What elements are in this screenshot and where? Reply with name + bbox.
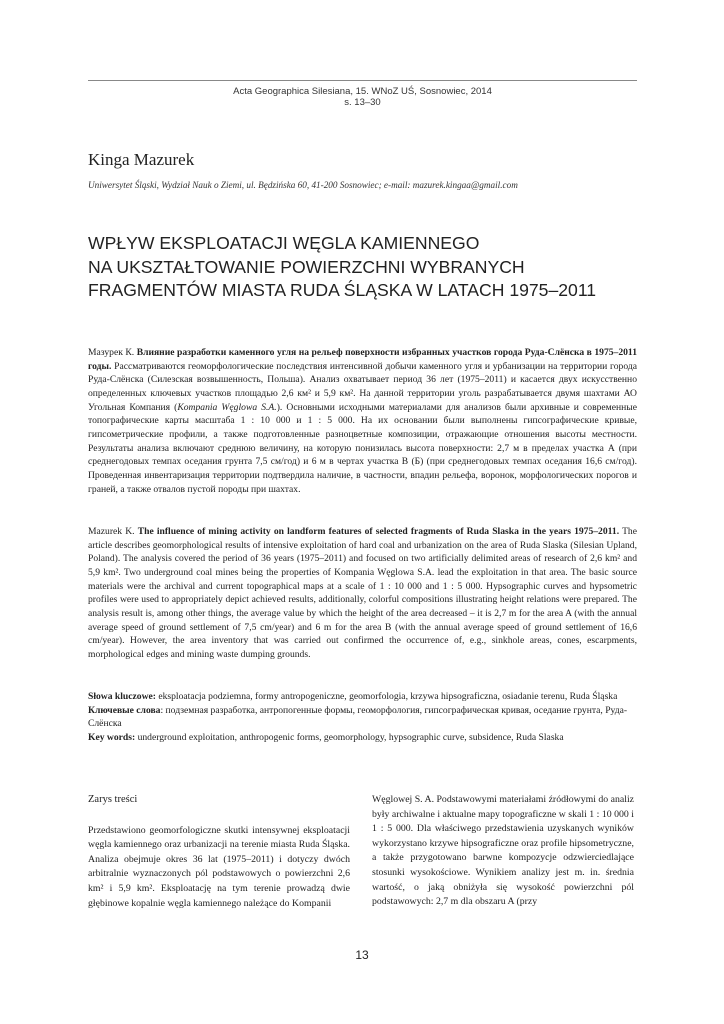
journal-name: Acta Geographica Silesiana, 15. WNoZ UŚ, Sosnowiec, 2014 bbox=[233, 86, 492, 97]
keywords-text: eksploatacja podziemna, formy antropogeniczne, geomorfologia, krzywa hipsograficzna, osiadanie terenu, Ruda Śląska bbox=[155, 691, 618, 702]
author-name: Kinga Mazurek bbox=[88, 150, 195, 169]
body-paragraph: Węglowej S. A. Podstawowymi materiałami źródłowymi do analiz były archiwalne i aktualne mapy topograficzne w skali 1 : 10 000 i 1 : 5 000. Dla właściwego przedstawienia uzyskanych wyników wykorzystano krzywe hipsograficzne oraz profile hipsometryczne, a także przygotowano barwne kompozycje odzwierciedlające stosunki wysokościowe. Wynikiem analizy jest m. in. średnia wartość, o jaką obniżyła się wysokość powierzchni pól podstawowych: 2,7 m dla obszaru A (przy bbox=[372, 794, 635, 908]
section-heading: Zarys treści bbox=[88, 794, 138, 805]
abstract-ru-text-cont: ). Основными исходными материалами для анализов были архивные и современные топографические карты масштаба 1 : 10 000 и 1 : 5 000. На их основании были выполнены гипсографические кривые, гипсометрические профили, а также подготовленные разноцветные композиции, отражающие отношения высоты местности. Результаты анализа включают среднюю величину, на которую понизилась высота поверхности: 2,7 м в пределах участка А (при среднегодовых темпах оседания грунта 7,5 см/год) и 6 м в чертах участка В (Б) (при среднегодовых темпах оседания 16,6 см/год). Проведенная инвентаризация территории подтвердила наличие, в частности, впадин рельефа, воронок, морфологических порогов и граней, а также отвалов пустой породы при шахтах. bbox=[88, 401, 637, 495]
abstract-english bbox=[88, 525, 637, 662]
journal-header bbox=[88, 86, 637, 108]
title-line: NA UKSZTAŁTOWANIE POWIERZCHNI WYBRANYCH bbox=[88, 256, 525, 277]
page-range: s. 13–30 bbox=[344, 97, 381, 108]
abstract-russian bbox=[88, 346, 637, 496]
abstract-ru-author: Мазурек К. bbox=[88, 347, 137, 358]
article-title bbox=[88, 232, 648, 303]
body-column-right bbox=[372, 793, 634, 910]
keywords-text: : подземная разработка, антропогенные формы, геоморфология, гипсографическая кривая, оседание грунта, Руда-Слёнска bbox=[88, 704, 628, 730]
abstract-en-title: The influence of mining activity on landform features of selected fragments of Ruda Slaska in the years 1975–2011. bbox=[137, 526, 620, 537]
keywords-block bbox=[88, 690, 637, 745]
title-line: FRAGMENTÓW MIASTA RUDA ŚLĄSKA W LATACH 1975–2011 bbox=[88, 280, 597, 300]
keywords-polish bbox=[88, 690, 637, 704]
page-number: 13 bbox=[355, 948, 369, 962]
body-paragraph: Przedstawiono geomorfologiczne skutki intensywnej eksploatacji węgla kamiennego oraz urbanizacji na terenie miasta Ruda Śląska. Analiza obejmuje okres 36 lat (1975–2011) i dotyczy dwóch arbitralnie wyznaczonych pól podstawowych o powierzchni 2,6 km² i 5,9 km². Eksploatację na tym terenie prowadzą dwie głębinowe kopalnie węgla kamiennego należące do Kompanii bbox=[88, 824, 350, 909]
abstract-en-author: Mazurek K. bbox=[88, 526, 138, 537]
company-name: Kompania Węglowa S.A. bbox=[177, 401, 277, 413]
abstract-en-text: The article describes geomorphological results of intensive exploitation of hard coal and urbanization on the area of Ruda Slaska (Silesian Upland, Poland). The analysis covered the period of 36 years (1975–2011) and focused on two artificially delimited areas of research of 2,6 km² and 5,9 km². Two underground coal mines being the properties of Kompania Węglowa S.A. lead the exploitation in that area. The basic source materials were the archival and current topographical maps at a scale of 1 : 10 000 and 1 : 5 000. Hypsographic curves and hypsometric profiles were used to appropriately depict achieved results, additionally, colorful compositions illustrating height relations were prepared. The analysis result is, among other things, the average value by which the height of the area decreased – it is 2,7 m for the area A (with the annual average speed of ground settlement of 7,5 cm/year) and 6 m for the area B (with the annual average speed of ground settlement of 16,6 cm/year). However, the area inventory that was carried out confirmed the occurrence of, e.g., sinkhole areas, cones, escarpments, morphological edges and mining waste dumping grounds. bbox=[88, 526, 637, 660]
body-column-left bbox=[88, 793, 350, 911]
keywords-label: Key words: bbox=[88, 732, 136, 744]
keywords-russian bbox=[88, 704, 637, 731]
abstract-ru-text: Рассматриваются геоморфологические последствия интенсивной добычи каменного угля и урбанизации на территории города Руда-Слёнска (Силезская возвышенность, Польша). Анализ охватывает период 36 лет (1975–2011) и касается двух искусственно определенных ключевых участков площадью 2,6 км² и 5,9 км². На данной территории уголь разрабатывается двумя шахтами АО Угольная Компания ( bbox=[88, 360, 637, 413]
author-affiliation: Uniwersytet Śląski, Wydział Nauk o Ziemi, ul. Będzińska 60, 41-200 Sosnowiec; e-mail: mazurek.kingaa@gmail.com bbox=[88, 180, 518, 190]
keywords-text: underground exploitation, anthropogenic forms, geomorphology, hypsographic curve, subsidence, Ruda Slaska bbox=[135, 732, 564, 744]
keywords-label: Ключевые слова bbox=[88, 704, 161, 716]
keywords-english bbox=[88, 731, 637, 745]
header-rule bbox=[88, 80, 637, 81]
keywords-label: Słowa kluczowe: bbox=[88, 691, 156, 702]
abstract-ru-title: Влияние разработки каменного угля на рельеф поверхности избранных участков города Руда-Слёнска в 1975–2011 годы. bbox=[88, 347, 637, 372]
title-line: WPŁYW EKSPLOATACJI WĘGLA KAMIENNEGO bbox=[88, 233, 480, 253]
